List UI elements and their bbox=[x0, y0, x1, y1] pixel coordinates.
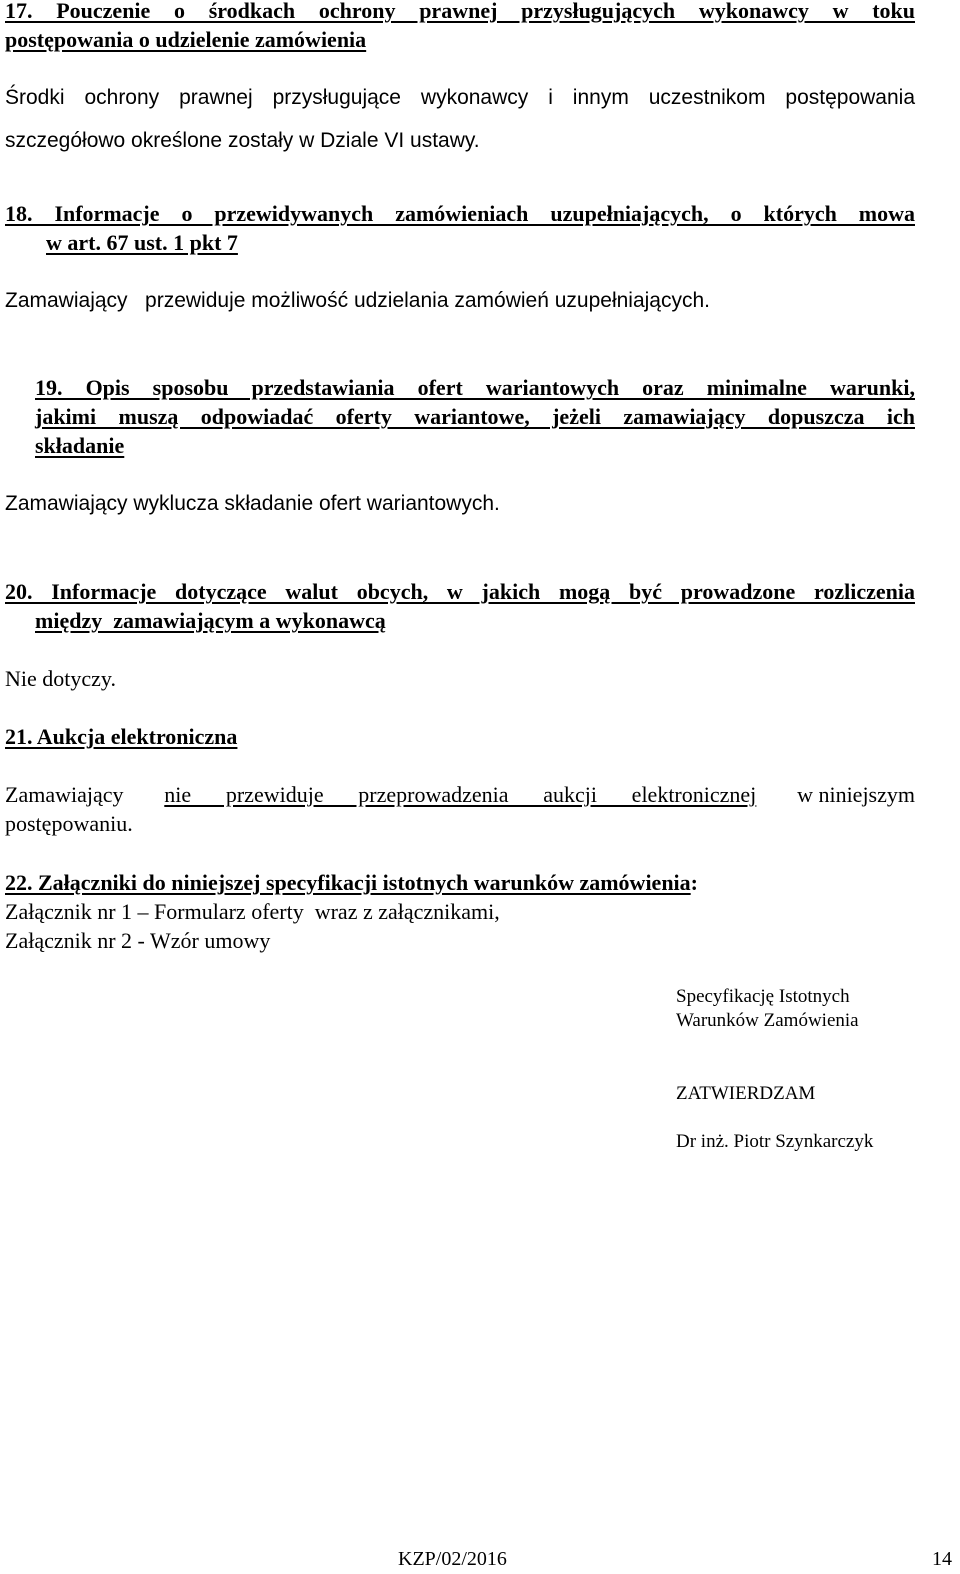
section-20-heading-line1: 20. Informacje dotyczące walut obcych, w jakich mogą być prowadzone rozliczenia bbox=[5, 579, 915, 604]
section-22-heading-colon: : bbox=[690, 870, 698, 895]
section-22-item-2: Załącznik nr 2 - Wzór umowy bbox=[5, 928, 271, 953]
section-19-body: Zamawiający wyklucza składanie ofert wariantowych. bbox=[5, 492, 500, 515]
section-17-heading-line2: postępowania o udzielenie zamówienia bbox=[5, 27, 367, 52]
section-22-heading bbox=[5, 869, 698, 897]
section-19-heading-line1: 19. Opis sposobu przedstawiania ofert wariantowych oraz minimalne warunki, bbox=[35, 375, 915, 400]
section-18-body: Zamawiający przewiduje możliwość udzielania zamówień uzupełniających. bbox=[5, 289, 710, 312]
section-20-body: Nie dotyczy. bbox=[5, 666, 116, 691]
section-19-heading-line2: jakimi muszą odpowiadać oferty wariantowe, jeżeli zamawiający dopuszcza ich bbox=[35, 404, 915, 429]
section-21-body-start: Zamawiający bbox=[5, 782, 124, 807]
section-21-body-end: w niniejszym bbox=[797, 782, 915, 807]
section-21-body-underlined: nie przewiduje przeprowadzenia aukcji elektronicznej bbox=[164, 782, 757, 807]
approval-line2: Warunków Zamówienia bbox=[676, 1010, 859, 1031]
section-21-body-line1 bbox=[5, 781, 915, 809]
section-17-body-line1: Środki ochrony prawnej przysługujące wykonawcy i innym uczestnikom postępowania bbox=[5, 86, 915, 109]
section-22-heading-text: 22. Załączniki do niniejszej specyfikacji istotnych warunków zamówienia bbox=[5, 870, 691, 895]
approval-line1: Specyfikację Istotnych bbox=[676, 986, 850, 1007]
footer-reference: KZP/02/2016 bbox=[398, 1548, 507, 1570]
approval-signatory: Dr inż. Piotr Szynkarczyk bbox=[676, 1131, 874, 1152]
section-20-heading-line2: między zamawiającym a wykonawcą bbox=[35, 608, 386, 633]
section-19-heading-line3: składanie bbox=[35, 433, 125, 458]
section-18-heading-line1: 18. Informacje o przewidywanych zamówieniach uzupełniających, o których mowa bbox=[5, 201, 915, 226]
footer-page-number: 14 bbox=[932, 1548, 952, 1570]
section-21-body-line2: postępowaniu. bbox=[5, 811, 133, 836]
section-21-heading: 21. Aukcja elektroniczna bbox=[5, 724, 238, 749]
section-22-item-1: Załącznik nr 1 – Formularz oferty wraz z załącznikami, bbox=[5, 899, 500, 924]
section-17-body-line2: szczegółowo określone zostały w Dziale VI ustawy. bbox=[5, 129, 480, 152]
approval-approved: ZATWIERDZAM bbox=[676, 1083, 816, 1104]
section-18-heading-line2: w art. 67 ust. 1 pkt 7 bbox=[46, 230, 238, 255]
section-17-heading-line1: 17. Pouczenie o środkach ochrony prawnej przysługujących wykonawcy w toku bbox=[5, 0, 915, 23]
